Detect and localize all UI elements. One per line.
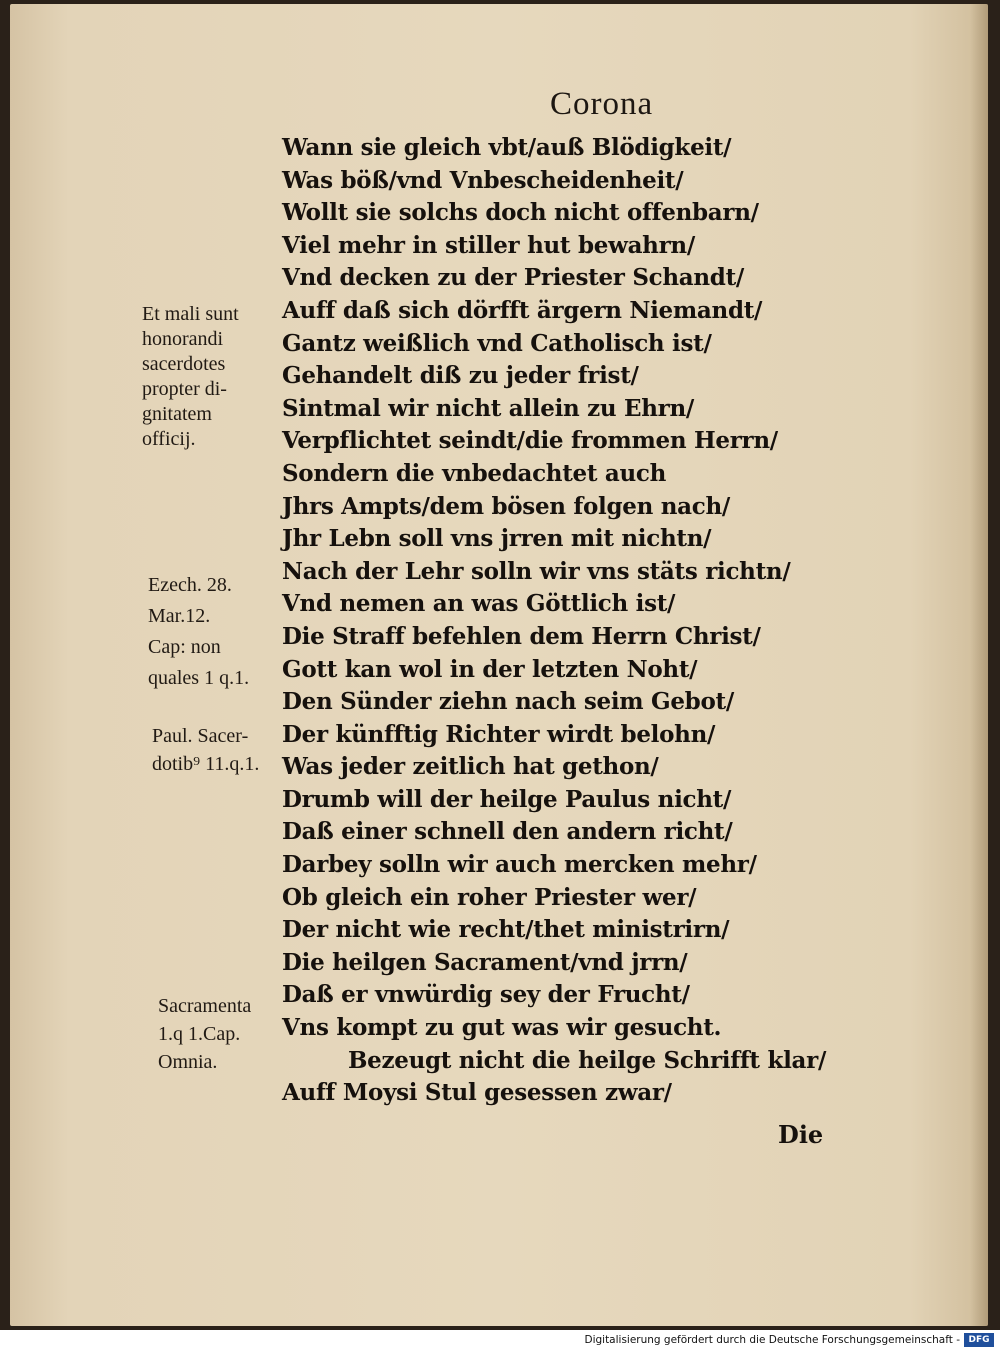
marginal-note-line: gnitatem <box>142 403 212 425</box>
marginal-note-line: Sacramenta <box>158 995 252 1017</box>
marginal-note-line: Mar.12. <box>148 605 211 627</box>
verse-line: Was jeder zeitlich hat gethon/ <box>282 753 659 781</box>
catchword: Die <box>778 1120 824 1149</box>
verse-line: Auff Moysi Stul gesessen zwar/ <box>282 1079 672 1107</box>
verse-line: Gehandelt diß zu jeder frist/ <box>282 362 639 390</box>
verse-line: Vnd nemen an was Göttlich ist/ <box>282 590 676 618</box>
verse-line: Drumb will der heilge Paulus nicht/ <box>282 785 732 813</box>
marginal-note-line: dotib⁹ 11.q.1. <box>152 753 260 775</box>
verse-line: Vns kompt zu gut was wir gesucht. <box>282 1014 722 1042</box>
verse-line: Daß einer schnell den andern richt/ <box>282 818 733 846</box>
marginal-note <box>148 570 249 694</box>
marginal-note-line: honorandi <box>142 328 224 350</box>
verse-line: Wollt sie solchs doch nicht offenbarn/ <box>282 199 759 227</box>
verse-line: Gantz weißlich vnd Catholisch ist/ <box>282 329 712 357</box>
marginal-note <box>152 722 259 778</box>
verse-line: Was böß/vnd Vnbescheidenheit/ <box>282 166 684 194</box>
verse-line: Bezeugt nicht die heilge Schrifft klar/ <box>348 1046 827 1074</box>
verse-line: Darbey solln wir auch mercken mehr/ <box>282 851 757 879</box>
running-head: Corona <box>550 86 654 122</box>
verse-line: Gott kan wol in der letzten Noht/ <box>282 655 698 683</box>
verse-line: Die Straff befehlen dem Herrn Christ/ <box>282 622 761 650</box>
verse-line: Sondern die vnbedachtet auch <box>282 459 667 487</box>
verse-line: Ob gleich ein roher Priester wer/ <box>282 883 697 911</box>
verse-line: Der künfftig Richter wirdt belohn/ <box>282 720 716 748</box>
marginal-note-line: propter di- <box>142 378 227 400</box>
marginal-note-line: quales 1 q.1. <box>148 667 250 689</box>
marginal-note-line: Ezech. 28. <box>148 574 232 596</box>
footer-bar <box>0 1330 1000 1352</box>
digitization-credit: Digitalisierung gefördert durch die Deutsche Forschungsgemeinschaft - <box>584 1334 960 1346</box>
marginal-note-line: officij. <box>142 428 196 450</box>
verse-line: Jhrs Ampts/dem bösen folgen nach/ <box>282 492 730 520</box>
marginal-note-line: 1.q 1.Cap. <box>158 1023 241 1045</box>
verse-line: Jhr Lebn soll vns jrren mit nichtn/ <box>282 525 712 553</box>
marginal-note <box>142 302 239 452</box>
verse-block <box>282 132 862 1110</box>
verse-line: Auff daß sich dörfft ärgern Niemandt/ <box>282 296 763 324</box>
dfg-logo: DFG <box>964 1333 994 1347</box>
verse-line: Viel mehr in stiller hut bewahrn/ <box>282 231 695 259</box>
verse-line: Sintmal wir nicht allein zu Ehrn/ <box>282 394 695 422</box>
verse-line: Der nicht wie recht/thet ministrirn/ <box>282 916 730 944</box>
verse-line: Vnd decken zu der Priester Schandt/ <box>282 264 744 292</box>
marginal-note-line: Paul. Sacer- <box>152 725 249 747</box>
verse-line: Die heilgen Sacrament/vnd jrrn/ <box>282 948 688 976</box>
verse-line: Den Sünder ziehn nach seim Gebot/ <box>282 688 734 716</box>
marginal-note-line: Cap: non <box>148 636 221 658</box>
marginal-note-line: sacerdotes <box>142 353 226 375</box>
marginal-note <box>158 992 251 1076</box>
verse-line: Verpflichtet seindt/die frommen Herrn/ <box>282 427 778 455</box>
page-edge-shadow <box>970 4 988 1326</box>
marginal-note-line: Omnia. <box>158 1051 218 1073</box>
marginal-note-line: Et mali sunt <box>142 303 239 325</box>
verse-line: Daß er vnwürdig sey der Frucht/ <box>282 981 690 1009</box>
verse-line: Nach der Lehr solln wir vns stäts richtn/ <box>282 557 791 585</box>
verse-line: Wann sie gleich vbt/auß Blödigkeit/ <box>282 134 732 161</box>
